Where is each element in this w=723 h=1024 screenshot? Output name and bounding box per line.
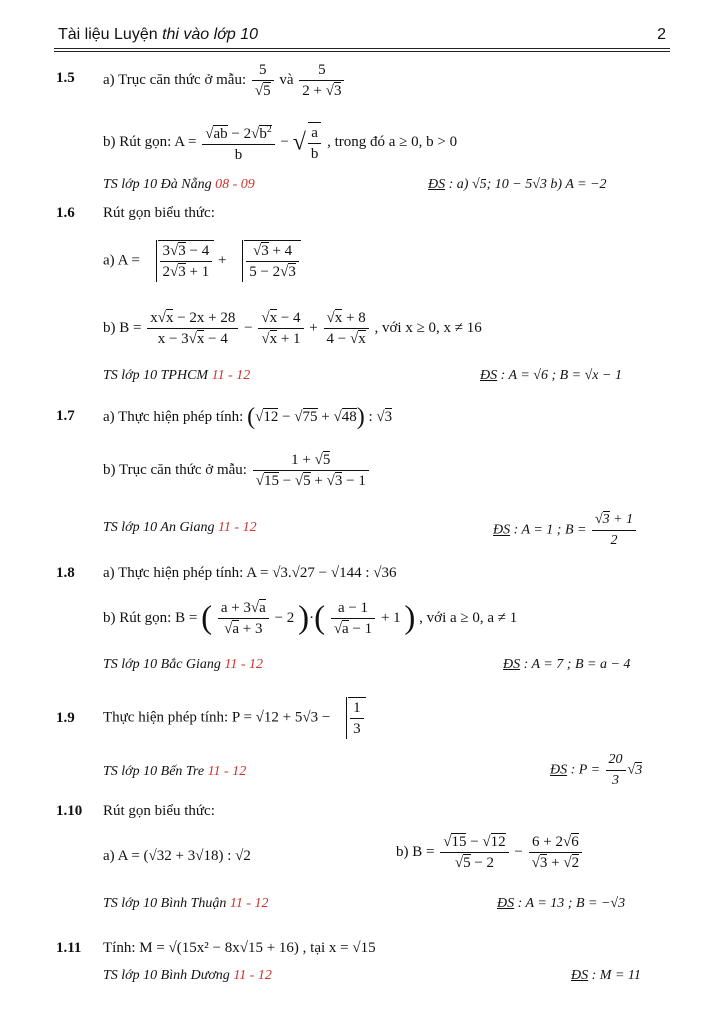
problem-1-9: Thực hiện phép tính: P = √12 + 5√3 − $\frac{1}{3}$ — [103, 697, 366, 739]
problem-number: 1.7 — [56, 408, 75, 424]
source-line: TS lớp 10 Bình Dương 11 - 12 — [103, 968, 272, 983]
answer: ĐS : A = √6 ; B = √x − 1 — [480, 368, 622, 383]
header-rule-2 — [54, 51, 670, 52]
header-rule — [54, 48, 670, 49]
answer: ĐS : A = 13 ; B = −√3 — [497, 896, 626, 911]
problem-number: 1.9 — [56, 710, 75, 726]
source-line: TS lớp 10 Đà Nẵng 08 - 09 — [103, 177, 255, 192]
problem-number: 1.10 — [56, 803, 83, 819]
problem-title: Rút gọn biểu thức: — [103, 803, 215, 819]
problem-1-6-b: b) B = $\frac{x√x - 2x + 28}{x - 3√x - 4}$ − $\frac{√x - 4}{√x + 1}$ + $\frac{√x + 8}{4 - √x}$ , với x ≥ 0, x ≠ 16 — [103, 310, 482, 347]
problem-1-6-a: a) A = $\frac{3√3 - 4}{2√3 + 1}$ + $\frac{√3 + 4}{5 - 2√3}$ — [103, 240, 301, 282]
problem-number: 1.5 — [56, 70, 75, 86]
problem-1-11: Tính: M = √(15x² − 8x√15 + 16) , tại x = √15 — [103, 940, 376, 956]
source-line: TS lớp 10 Bến Tre 11 - 12 — [103, 764, 247, 779]
problem-number: 1.11 — [56, 940, 82, 956]
problem-1-10-b: b) B = $\frac{√15 - √12}{√5 - 2}$ − $\frac{6 + 2√6}{√3 + √2}$ — [396, 832, 584, 873]
answer: ĐS : a) √5; 10 − 5√3 b) A = −2 — [428, 177, 607, 192]
page-number: 2 — [657, 26, 666, 43]
source-line: TS lớp 10 An Giang 11 - 12 — [103, 520, 257, 535]
problem-1-8-b: b) Rút gọn: B = ( $\frac{a + 3√a}{√a + 3}$ − 2 )·( $\frac{a - 1}{√a - 1}$ + 1 ) , với a ≥ 0, a ≠ 1 — [103, 600, 518, 637]
answer: ĐS : A = 1 ; B = $\frac{√3 + 1}{2}$ — [493, 510, 638, 551]
problem-1-8-a: a) Thực hiện phép tính: A = √3.√27 − √144 : √36 — [103, 565, 397, 581]
problem-number: 1.6 — [56, 205, 75, 221]
source-line: TS lớp 10 Bình Thuận 11 - 12 — [103, 896, 269, 911]
problem-1-5-b: b) Rút gọn: A = $\frac{√ab - 2√b^2}{b}$ − √ $\frac{a}{b}$ , trong đó a ≥ 0, b > 0 — [103, 120, 457, 165]
problem-1-7-a: a) Thực hiện phép tính: (√12 − √75 + √48) : √3 — [103, 404, 393, 430]
answer: ĐS : P = $\frac{20}{3}$ √3 — [550, 752, 643, 788]
problem-1-5-a: a) Trục căn thức ở mẫu: $\frac{5}{√5}$ và $\frac{5}{2 + √3}$ — [103, 60, 346, 101]
page-header — [58, 26, 668, 48]
problem-number: 1.8 — [56, 565, 75, 581]
answer: ĐS : A = 7 ; B = a − 4 — [503, 657, 631, 672]
source-line: TS lớp 10 Bắc Giang 11 - 12 — [103, 657, 264, 672]
source-line: TS lớp 10 TPHCM 11 - 12 — [103, 368, 251, 383]
problem-1-10-a: a) A = (√32 + 3√18) : √2 — [103, 848, 251, 864]
problem-title: Rút gọn biểu thức: — [103, 205, 215, 221]
problem-1-7-b: b) Trục căn thức ở mẫu: $\frac{1 + √5}{√15 - √5 + √3 - 1}$ — [103, 450, 371, 491]
answer: ĐS : M = 11 — [571, 968, 641, 983]
header-title: Tài liệu Luyện thi vào lớp 10 — [58, 26, 259, 43]
